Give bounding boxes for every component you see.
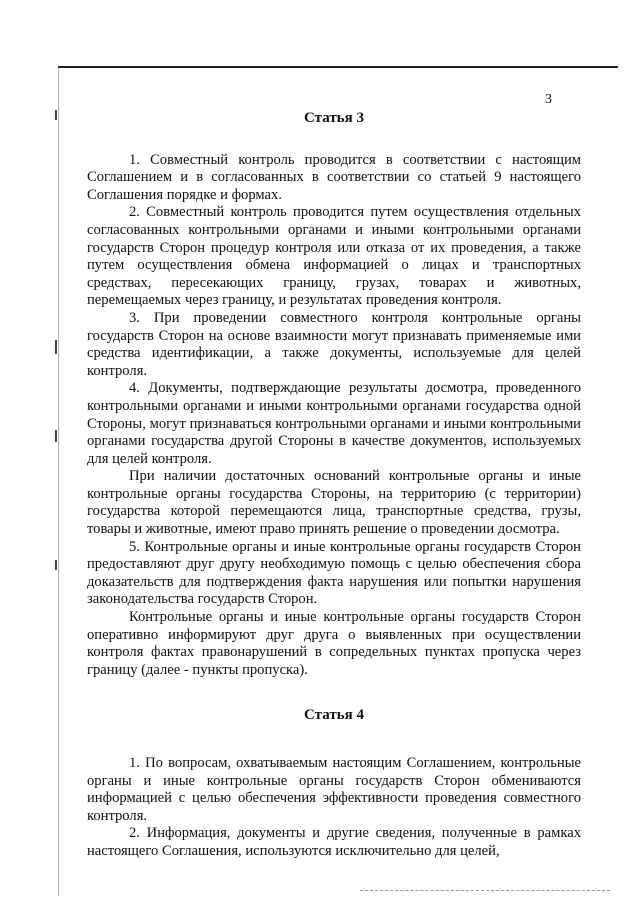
article-4-paragraph-2: 2. Информация, документы и другие сведения, полученные в рамках настоящего Соглашения, используются исключительно для целей, bbox=[87, 825, 581, 859]
article-3-heading: Статья 3 bbox=[304, 110, 364, 126]
article-3-paragraph-7: Контрольные органы и иные контрольные органы государств Сторон оперативно информируют друг друга о выявленных при осуществлении контроля фактах правонарушений в сопредельных пунктах пропуска через границу (далее - пункты пропуска). bbox=[87, 609, 581, 678]
article-3-paragraph-4: 4. Документы, подтверждающие результаты досмотра, проведенного контрольными органами и иными контрольными органами государства одной Стороны, могут признаваться контрольными органами и иными контрольными органами государства другой Стороны в качестве документов, используемых для целей контроля. bbox=[87, 380, 581, 467]
article-4-heading: Статья 4 bbox=[304, 707, 364, 724]
scan-edge-mark bbox=[55, 430, 57, 442]
article-3-paragraph-3: 3. При проведении совместного контроля контрольные органы государств Сторон на основе взаимности могут признавать применяемые ими средства идентификации, а также документы, используемые для целей контроля. bbox=[87, 309, 581, 379]
scan-top-border bbox=[58, 66, 618, 68]
article-3-paragraph-5: При наличии достаточных оснований контрольные органы и иные контрольные органы государства Стороны, на территорию (с территории) государства которой перемещаются лица, транспортные средства, грузы, товары и животные, имеют право принять решение о проведении досмотра. bbox=[87, 468, 581, 538]
scan-edge-mark bbox=[55, 110, 57, 120]
article-4-paragraph-1: 1. По вопросам, охватываемым настоящим Соглашением, контрольные органы и иные контрольные органы государств Сторон обмениваются информацией с целью обеспечения эффективности проведения совместного контроля. bbox=[87, 755, 581, 824]
scan-bottom-noise bbox=[360, 890, 610, 892]
page-number: 3 bbox=[545, 92, 552, 107]
scan-edge-mark bbox=[55, 340, 57, 354]
article-3-paragraph-1: 1. Совместный контроль проводится в соответствии с настоящим Соглашением и в согласованных в соответствии со статьей 9 настоящего Соглашения порядке и формах. bbox=[87, 151, 581, 203]
scan-edge-mark bbox=[55, 560, 57, 570]
article-3-paragraph-2: 2. Совместный контроль проводится путем осуществления отдельных согласованных контрольными органами и иными контрольными органами государств Сторон процедур контроля или отказа от их проведения, а также путем осуществления обмена информацией о лицах и транспортных средствах, пересекающих границу, грузах, товарах и животных, перемещаемых через границу, и результатах проведения контроля. bbox=[87, 204, 581, 309]
document-body bbox=[87, 110, 581, 861]
scan-left-border bbox=[58, 66, 59, 896]
article-3-paragraph-6: 5. Контрольные органы и иные контрольные органы государств Сторон предоставляют друг другу необходимую помощь с целью обеспечения сбора доказательств для подтверждения факта нарушения или попытки нарушения законодательства государств Сторон. bbox=[87, 538, 581, 608]
